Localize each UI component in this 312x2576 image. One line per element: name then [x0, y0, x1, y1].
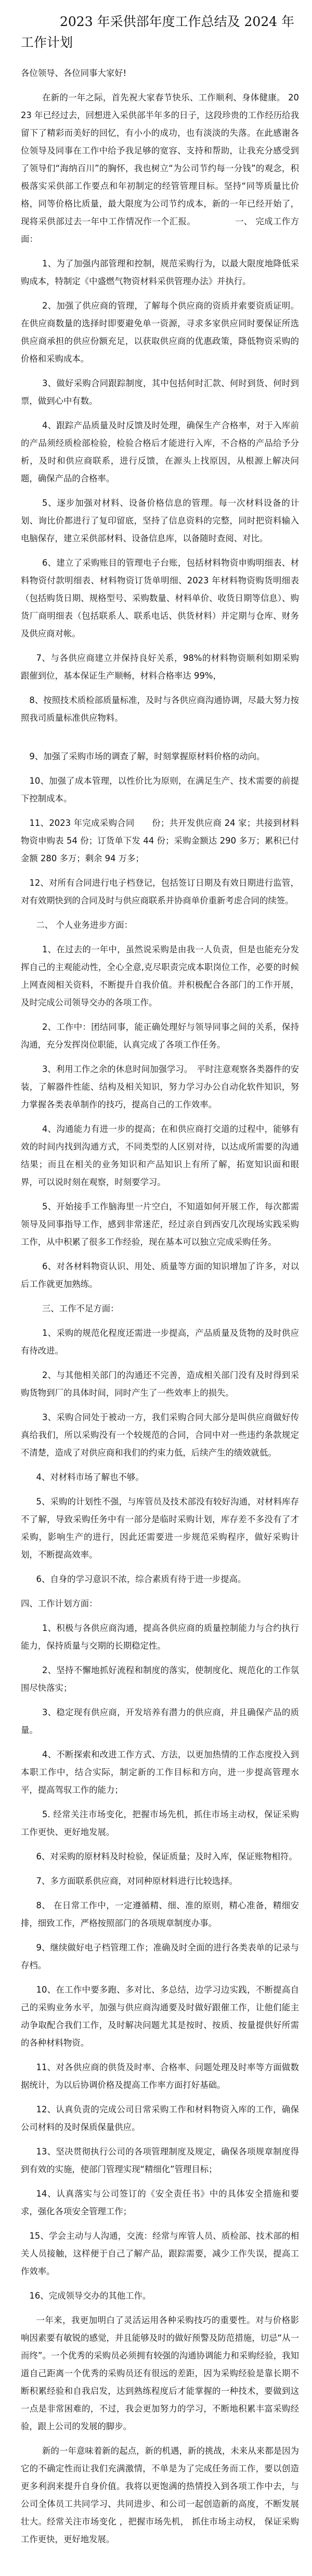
- paragraph: 10、加强了成本管理，以性价比为原则，在满足生产、技术需要的前提下控制成本。: [21, 776, 299, 804]
- paragraph: 11、2023 年完成采购合同 份；共开发供应商 24 家；共接到材料物资申购表 54 份；订货单下发 44 份；采购金额达 290 多万；累积已付金额 280 多万；剩余 94 万多；: [21, 818, 299, 863]
- paragraph: 2、加强了供应商的管理，了解每个供应商的资质并索要资质证明。在供应商数量的选择时即要避免单一资源，寻求多家供应同时要保证所选供应商承担的供应份额充足，以获取供应商的优惠政策，降低物资采购的价格和采购成本。: [21, 301, 299, 364]
- paragraph: 5、采购的计划性不强，与库管员及技术部没有较好沟通，对材料库存不了解，导致采购任务中有一部分是临时采购计划，库存差不多没有了才采购，影响生产的进行，因此还需要进一步规范采购程序，做好采购计划，不断提高效率。: [21, 1497, 299, 1560]
- paragraph: 3、做好采购合同跟踪制度，其中包括何时汇款、何时到货、何时到票，做到心中有数。: [21, 378, 299, 406]
- paragraph: 1、在过去的一年中，虽然说采购是由我一人负责，但是也能充分发挥自己的主观能动性，全心全意,克尽职责完成本职岗位工作，必要的时候上网查阅相关资料，不断提升自我价值。并积极配合各部门的工作开展，及时完成公司领导交办的各项工作。: [21, 945, 299, 1008]
- paragraph: 6、建立了采购账目的管理电子台账，包括材料物资申购明细表、材料物资付款明细表、材料物资订货单明细、2023 年材料物资购货明细表（包括购货日期、规格型号、采购数量、材料单价、收货日期等信息）、购货厂商明细表（包括联系人、联系电话、供货材料）并定期与仓库、财务及供应商对帐。: [21, 558, 299, 639]
- paragraph: 7、多方面联系供应商，对同种原材料进行比较选择。: [36, 1876, 238, 1886]
- paragraph: 12、认真负责的完成公司日常采购工作和材料物资入库的工作，确保公司材料的及时保质保量供应。: [21, 2105, 299, 2132]
- paragraph: 10、在工作中要多跑、多对比、多总结，边学习边实践，不断提高自己的采购业务水平，加强与供应商沟通要及时做好跟催工作，让他们能主动争取配合我们工作，及时解决问题尤其是按时、按质、按量提供好所需的各种材料物资。: [21, 1985, 299, 2048]
- paragraph: 5、逐步加强对材料、设备价格信息的管理。每一次材料设备的计划、询比价都进行了复印留底，坚持了信息资料的完整，同时把资料输入电脑保存，建立采供部材料、设备信息库，以备随时查阅、对比。: [21, 498, 299, 543]
- paragraph: 1、为了加强内部管理和控制，规范采购行为，以最大限度地降低采购成本，特制定《中盛燃气物资材料采供管理办法》并执行。: [21, 259, 299, 286]
- paragraph: 5、开始接手工作脑海里一片空白，不知道如何开展工作，每次都需领导及同事指导工作，感到非常迷茫，经过亲自到西安几次现场实践采购工作，从中积累了很多工作经验，现在基本可以独立完成采购任务。: [21, 1202, 299, 1247]
- paragraph: 4、对材料市场了解也不够。: [36, 1472, 144, 1482]
- paragraph: 13、坚决贯彻执行公司的各项管理制度及规定，确保各项规章制度得到有效的实施，使部门管理实现“精细化”管理目标；: [21, 2147, 299, 2174]
- paragraph: 9、继续做好电子档管理工作；准确及时全面的进行各类表单的记录与存档。: [21, 1943, 299, 1970]
- document-paragraphs: [21, 65, 299, 2548]
- paragraph: 各位领导、各位同事大家好!: [21, 68, 127, 78]
- paragraph: 一年来，我更加明白了灵活运用各种采购技巧的重要性。对与价格影响因素要有敏锐的感觉，并且能够及时的做好预警及防范措施，切忌“从一而终”。一个优秀的采购员必须拥有较强的沟通协调能力和采购经验，我知道自己距离一个优秀的采购员还有很远的差距，因为采购经验是靠长期不断积累经验和自我启发，达到熟练程度后才能掌握的一种技术，要做到这一点是非常困难的，不过，我会更加努力的学习，不断地积累丰富采购经验，跟上公司的发展的脚步。: [21, 2315, 299, 2431]
- paragraph: 7、与各供应商建立并保持良好关系，98%的材料物资顺利如期采购跟催到位，基本保证生产顺畅，材料合格率达 99%，: [21, 653, 299, 681]
- paragraph: 8、按照技术质检部质量标准，及时与各供应商沟通协调，尽最大努力按照我司质量标准供应物料。: [21, 695, 299, 723]
- paragraph: 11、对各供应商的供货及时率、合格率、问题处理及时率等方面做数据统计，为以后协调价格及提高工作率方面打好基础。: [21, 2062, 299, 2090]
- paragraph: 8、 在日常工作中，一定遵循精、细、准的原则，精心准备，精细安排，细致工作，严格按照部门的各项规章制度办事。: [21, 1901, 299, 1928]
- paragraph: 6、对各材料物资认识、用处、质量等方面的知识增加了许多，对以后工作就更加熟练。: [21, 1261, 299, 1289]
- paragraph: 在新的一年之际，首先祝大家春节快乐、工作顺利、身体健康。 2023 年已经过去，回想进入采供部半年多的日子，这段珍贵的工作经历给我留下了精彩而美好的回忆，有小小的成功，也有淡淡的失落。在此感谢各位领导及同事在工作中给予我足够的宽容、支持和帮助，让我充分感受到了领导们“海纳百川”的胸怀，我也树立“为公司节约每一分钱”的观念，积极落实采供部工作要点和年初制定的经管管理目标。坚持“同等质量比价格，同等价格比质量，最大限度为公司节约成本，新的一年已经开始了，现将采供部过去一年中工作情况作一个汇报。 一、 完成工作方面：: [21, 93, 299, 244]
- paragraph: 三、工作不足方面：: [42, 1304, 119, 1313]
- paragraph: 3、采购合同处于被动一方，我们采购合同大部分是叫供应商做好传真给我们，所以采购没有一个较规范的合同，合同中对一些违约条款规定不清楚，造成了对供应商和我们的约束力低，后续产生的绩效就低。: [21, 1412, 299, 1458]
- paragraph: 新的一年意味着新的起点，新的机遇，新的挑战，未来从来都是因为它的不确定性而让我们充满激情，不单是为了完成任务而工作，要以创造更多利润来提升自身价值。我将以更饱满的热情投入到各项工作中去，与公司全体员工共同学习、共同进步、和公司一起创造新的高度，不断发展壮大。经常关注市场变化 ，把握市场先机， 抓住市场主动权， 保证采购工作更快，更好地发展。: [21, 2446, 299, 2544]
- paragraph: 12、对所有合同进行电子档登记，包括签订日期及有效日期进行监管，对有效期快到的合同及时与供应商联系并协商单价重新考虑合同的续签。: [21, 878, 299, 906]
- paragraph: 3、利用工作之余的休息时间加强学习。 平时注意观察各类器件的安装，了解器件性能、结构及相关知识，努力学习办公自动化软件知识，努力掌握各类表单制作的技巧，提高自己的工作效率。: [21, 1064, 299, 1110]
- paragraph: 3、稳定现有供应商，开发培养有潜力的供应商，并且确保产品的质量。: [21, 1707, 299, 1735]
- paragraph: 16、完成领导交办的其他工作。: [29, 2291, 151, 2301]
- paragraph: 15、学会主动与人沟通，交流：经常与库管人员、质检部、技术部的相关人员接触，这样便于自己了解产品，跟踪需要，减少工作失误，提高工作效率。: [21, 2231, 299, 2276]
- paragraph: 1、采购的规范化程度还需进一步提高，产品质量及货物的及时供应有待改进。: [21, 1328, 299, 1356]
- paragraph: 6、自身的学习意识不浓，综合素质有待于进一步提高。: [36, 1574, 246, 1584]
- paragraph: 5. 经常关注市场变化，把握市场先机，抓住市场主动权，保证采购工作更快、更好地发展。: [21, 1809, 299, 1837]
- paragraph: 9、加强了采购市场的调查了解，时刻掌握原材料价格的动向。: [29, 751, 265, 761]
- paragraph: 2、工作中：团结同事，能正确处理好与领导同事之间的关系，保持沟通，充分发挥岗位职能，认真完成了各项工作任务。: [21, 1022, 299, 1050]
- paragraph: 4、不断探索和改进工作方式、方法，以更加热情的工作态度投入到本职工作中，结合实际，制定新的工作目标和方向，进一步提高管理水平，提高驾驭工作的能力；: [21, 1750, 299, 1795]
- paragraph: 4、沟通能力有进一步的提高；在和供应商打交道的过程中，能够有效的时间内找到沟通方式，不同类型的人区别对待，以达成所需要的沟通结果；而且在相关的业务知识和产品知识上有所了解，拓宽知识面和眼界，可以说时刻在观察，时刻要学习。: [21, 1124, 299, 1187]
- paragraph: 2、与其他相关部门的沟通还不完善，造成相关部门没有及时得到采购货物到厂的具体时间，同时产生了一些效率上的损失。: [21, 1370, 299, 1398]
- paragraph: 1、积极与各供应商沟通，提高各供应商的质量控制能力与合约执行能力，保持质量与交期的长期稳定性。: [21, 1623, 299, 1651]
- paragraph: 4、跟踪产品质量及时反馈及时处理，确保生产合格率，对于入库前的产品须经质检部检验，检验合格后才能进行入库，不合格的产品给予分析，及时和供应商联系，进行反馈，在源头上找原因，从根源上解决问题，确保产品的合格率。: [21, 420, 299, 483]
- paragraph: 2、坚持不懈地抓好流程和制度的落实，使制度化、规范化的工作氛围尽快落实；: [21, 1665, 299, 1693]
- paragraph: 14、认真落实与公司签订的《安全责任书》中的具体安全措施和要求，强化各项安全管理工作；: [21, 2189, 299, 2216]
- document-title: 2023 年采供部年度工作总结及 2024 年工作计划: [21, 14, 295, 50]
- paragraph: 6、对采购的原材料及时检验，保证质量；及时入库，保证账物相符。: [36, 1852, 297, 1861]
- paragraph: 四、工作计划方面：: [21, 1599, 98, 1609]
- paragraph: 二、 个人业务进步方面：: [36, 920, 133, 930]
